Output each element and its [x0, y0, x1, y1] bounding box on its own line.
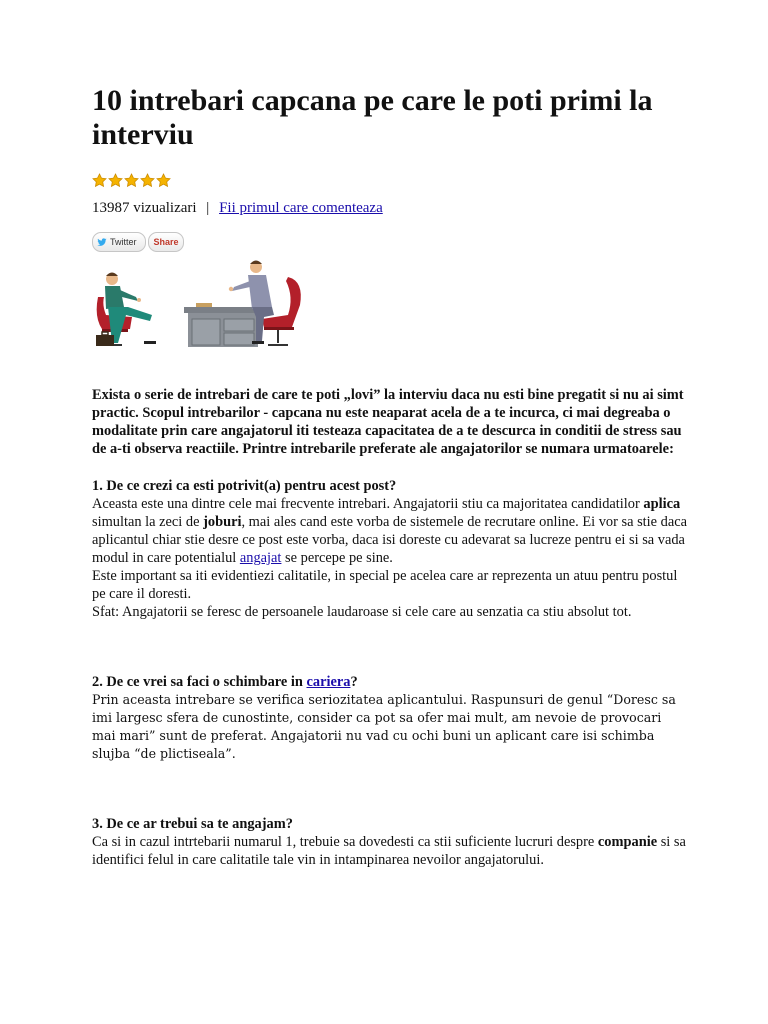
text-run: ? [350, 674, 358, 690]
question-3-title: 3. De ce ar trebui sa te angajam? [92, 816, 293, 832]
star-icon [140, 173, 155, 188]
text-run: si sa identifici felul in care calitatile tale vin in intampinarea nevoilor angajatorului. [92, 834, 686, 868]
share-label: Share [153, 237, 179, 247]
view-count: 13987 vizualizari [92, 200, 197, 216]
star-icon [92, 173, 107, 188]
angajat-link[interactable]: angajat [239, 550, 282, 566]
article-body [92, 386, 688, 869]
comment-link[interactable]: Fii primul care comenteaza [219, 200, 383, 216]
article-title: 10 intrebari capcana pe care le poti primi la interviu [92, 84, 653, 151]
question-2-body: Prin aceasta intrebare se verifica seriozitatea aplicantului. Raspunsuri de genul “Doresc sa imi largesc sfera de cunostinte, consider ca pot sa ofer mai mult, am nevoie de provocari mai mari” sunt de preferat. Angajatorii nu vad cu ochi buni un aplicant care isi schimba slujba “de plictiseala”. [92, 692, 676, 761]
star-icon [156, 173, 171, 188]
star-icon [124, 173, 139, 188]
intro-paragraph: Exista o serie de intrebari de care te poti „lovi” la interviu daca nu esti bine pregatit si nu ai simt practic. Scopul intrebarilor - capcana nu este neaparat acela de a te incurca, ci mai degreaba o modalitate prin care angajatorul iti testeaza capacitatea de a te descurca in conditii de stress sau de a-ti observa reactiile. Printre intrebarile preferate ale angajatorilor se numara urmatoarele: [92, 387, 684, 457]
text-run: Aceasta este una dintre cele mai frecvente intrebari. Angajatorii stiu ca majoritatea candidatilor [92, 496, 644, 512]
question-1-tip: Sfat: Angajatorii se feresc de persoanele laudaroase si cele care au senzatia ca stiu absolut tot. [92, 604, 632, 620]
interview-illustration [92, 257, 307, 349]
text-run: 2. De ce vrei sa faci o schimbare in [92, 674, 307, 690]
text-run: simultan la zeci de [92, 514, 204, 530]
text-run: , mai ales cand este vorba de sistemele de recrutare online. Ei vor sa stie daca aplicantul chiar stie desre ce post este vorba, daca isi doreste cu adevarat sa lucreze pentru ei si sa vada modul in care potentialul [92, 514, 688, 566]
text-run: Ca si in cazul intrtebarii numarul 1, trebuie sa dovedesti ca stii suficiente lucruri despre [92, 834, 598, 850]
bold-term: joburi [203, 514, 242, 530]
cariera-link[interactable]: cariera [306, 674, 351, 690]
meta-separator: | [206, 200, 210, 216]
twitter-bird-icon [97, 238, 107, 247]
article [92, 84, 688, 869]
question-2-title [92, 673, 688, 691]
twitter-label: Twitter [110, 237, 137, 247]
rating-stars[interactable] [92, 173, 688, 189]
twitter-button[interactable] [92, 232, 146, 252]
star-icon [108, 173, 123, 188]
question-1-paragraph-2: Este important sa iti evidentiezi calitatile, in special pe acelea care ar reprezenta un atuu pentru postul pe care il doresti. [92, 568, 678, 602]
question-1-paragraph-1 [92, 495, 688, 567]
question-1-title: 1. De ce crezi ca esti potrivit(a) pentru acest post? [92, 478, 397, 494]
share-bar [92, 232, 688, 252]
facebook-share-button[interactable] [148, 232, 184, 252]
text-run: se percepe pe sine. [281, 550, 393, 566]
article-meta [92, 199, 688, 217]
question-3-body [92, 833, 688, 869]
bold-term: aplica [643, 496, 681, 512]
bold-term: companie [597, 834, 658, 850]
